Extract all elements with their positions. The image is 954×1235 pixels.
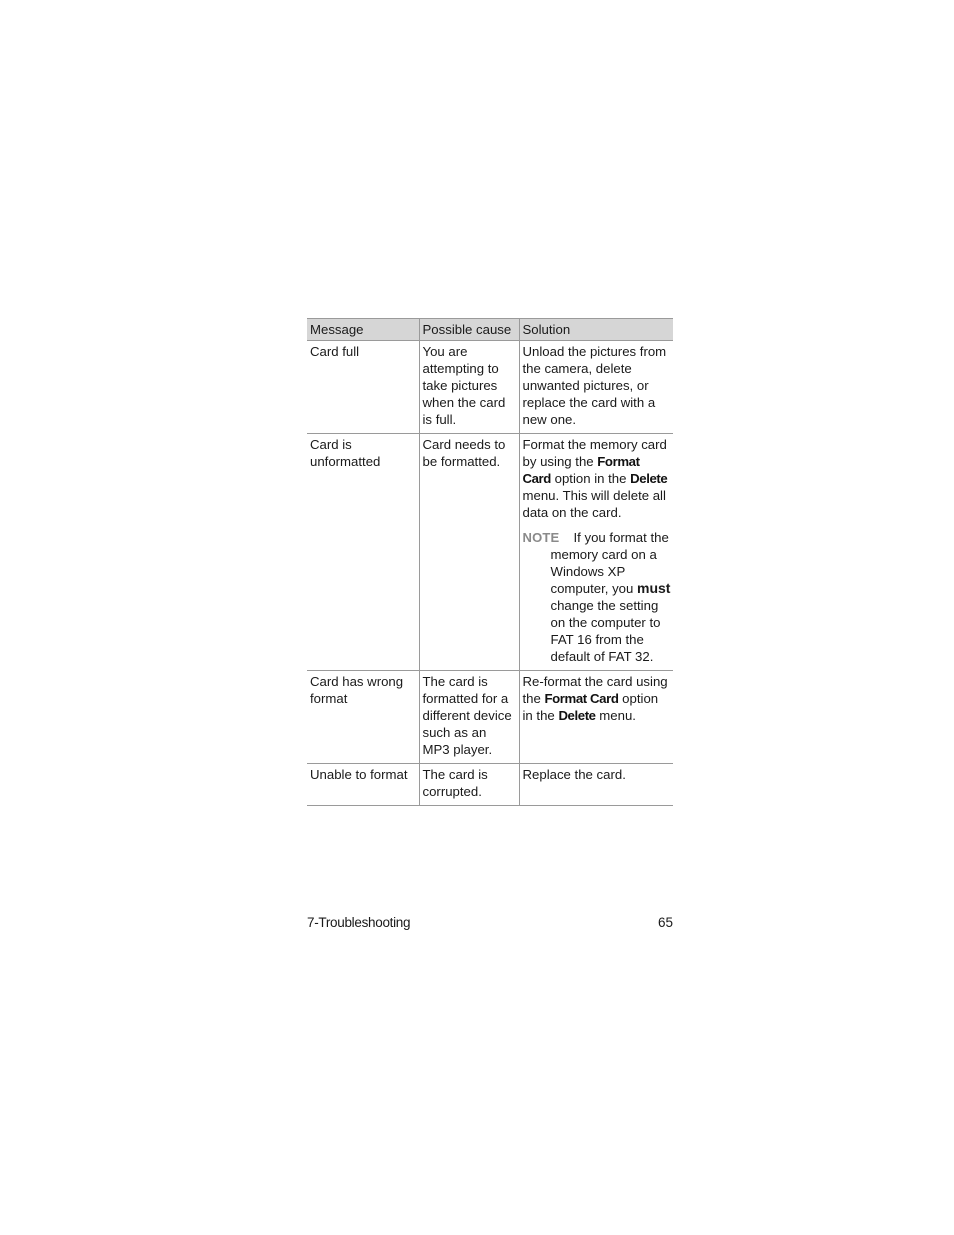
note-callout [523, 529, 672, 665]
column-header-possible-cause: Possible cause [419, 319, 519, 341]
solution-cell: Unload the pictures from the camera, delete unwanted pictures, or replace the card with a new one. [519, 341, 673, 434]
table-row [307, 341, 673, 434]
section-title: 7-Troubleshooting [307, 915, 411, 930]
troubleshooting-table [307, 318, 673, 806]
note-emphasis: must [637, 580, 671, 596]
cause-cell: You are attempting to take pictures when the card is full. [419, 341, 519, 434]
table-row [307, 671, 673, 764]
column-header-solution: Solution [519, 319, 673, 341]
format-card-menu-term: Format Card [544, 691, 619, 706]
solution-cell: Replace the card. [519, 764, 673, 806]
solution-cell: Re-format the card using the Format Card option in the Delete menu. [519, 671, 673, 764]
cause-cell: The card is corrupted. [419, 764, 519, 806]
cause-cell: The card is formatted for a different device such as an MP3 player. [419, 671, 519, 764]
format-card-menu-term: Format Card [522, 454, 640, 486]
solution-cell [519, 434, 673, 671]
table-row [307, 434, 673, 671]
note-label: NOTE [522, 530, 560, 545]
page-number: 65 [657, 915, 673, 930]
column-header-message: Message [307, 319, 419, 341]
message-cell: Unable to format [307, 764, 419, 806]
delete-menu-term: Delete [630, 471, 668, 486]
table-header-row [307, 319, 673, 341]
note-body-text: memory card on a Windows XP computer, you must change the setting on the computer to FAT 16 from the default of FAT 32. [550, 547, 671, 664]
solution-text: Format the memory card by using the Format Card option in the Delete menu. This will delete all data on the card. [522, 437, 668, 520]
note-lead-text: If you format the [573, 530, 669, 545]
delete-menu-term: Delete [558, 708, 596, 723]
message-cell: Card is unformatted [307, 434, 419, 671]
message-cell: Card has wrong format [307, 671, 419, 764]
table-row [307, 764, 673, 806]
message-cell: Card full [307, 341, 419, 434]
cause-cell: Card needs to be formatted. [419, 434, 519, 671]
